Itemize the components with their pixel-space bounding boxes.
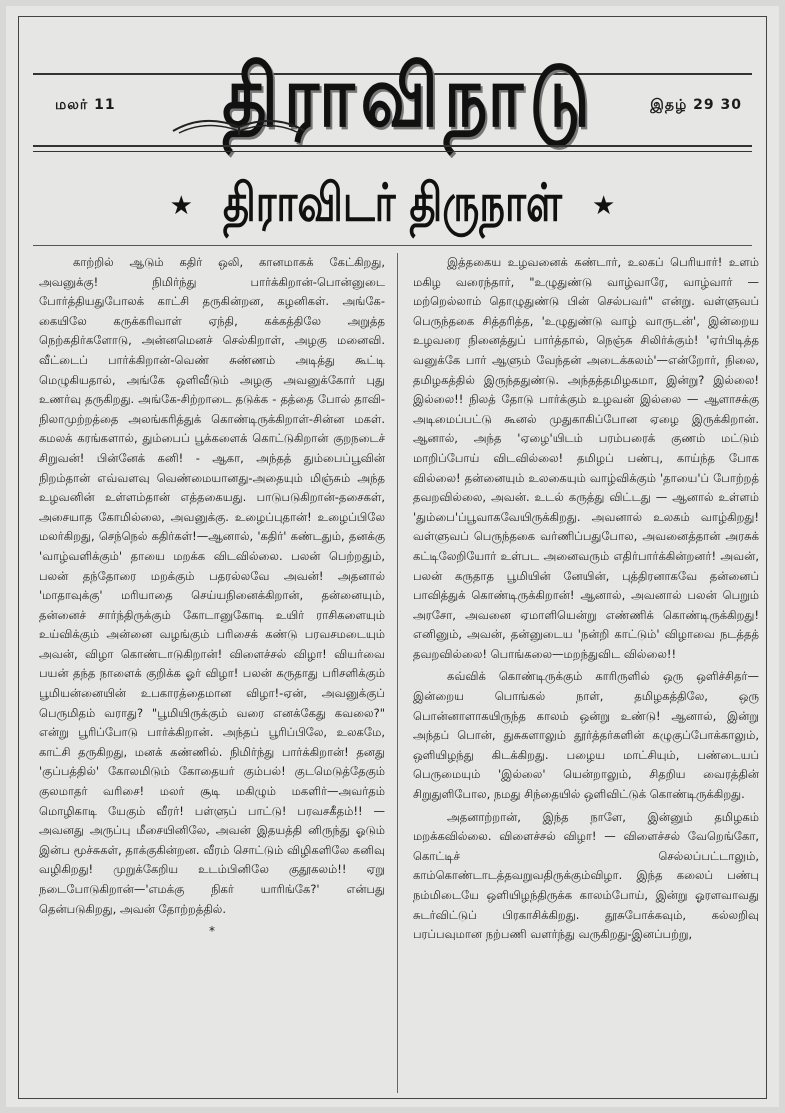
right-column [413,253,759,948]
newspaper-logo [179,47,639,157]
article-body [39,253,759,1093]
newspaper-page [6,6,779,1107]
end-mark: * [209,924,215,939]
logo-text: திராவிநாடு [222,46,596,147]
paragraph: கவ்விக் கொண்டிருக்கும் காரிருளில் ஒரு ஒளிச்சிதர்—இன்றைய பொங்கல் நாள், தமிழகத்திலே, ஒரு பொன்னாளாகயிருந்த காலம் ஒன்று உண்டு! ஆனால், இன்று அந்தப் பொன், துசுகளாலும் தூர்த்தர்களின் கழுகுப்போக்காலும், ஒளியிழந்து கிடக்கிறது. பழைய மாட்சியும், பண்டையப் பெருமையும் 'இல்லை' யென்றாலும், சிதறிய வைரத்தின் சிறுதுளிபோல, நமது சிந்தையில் ஒளிவிட்டுக் கொண்டிருக்கிறது. [413,669,759,802]
paragraph: அதனாற்றான், இந்த நாளே, இன்னும் தமிழகம் மறக்கவில்லை. விளைச்சல் விழா! — விளைச்சல் வேறெங்கோ, கொட்டிச் செல்லப்பட்டாலும், காம்கொண்டாடத்தவறுவதிருக்கும்விழா. இந்த கலைப் பண்பு நம்மிடையே ஒளியிழந்திருக்க காலம்போய், இன்று ஓரளவாவது சுடர்விட்டுப் பிரகாசிக்கிறது. தூசுபோக்கவும், கல்லறிவு பரப்பவுமான நற்பணி வளர்ந்து வருகிறது-இனப்பற்று, [413,809,759,942]
volume-label: மலர் 11 [55,97,116,113]
paragraph: காற்றில் ஆடும் கதிர் ஒலி, கானமாகக் கேட்கிறது, அவனுக்கு! நிமிர்ந்து பார்க்கிறான்-பொன்னுடை போர்த்தியதுபோலக் காட்சி தருகின்றன, கழனிகள். அங்கே-கையிலே கருக்கரிவாள் ஏந்தி, கக்கத்திலே அறுத்த நெற்கதிர்களோடு, அன்னமெனச் செல்கிறாள், அழகு மனைவி. வீட்டைப் பார்க்கிறான்-வெண் சுண்ணம் அடித்து கூட்டி மெழுகியதால், அங்கே ஒளிவீடும் அழகு அவனுக்கோர் புது உணர்வு தருகிறது. அங்கே-சிற்றாடை தடுக்க - தத்தை போல் தாவி-நிலாமுற்றத்தை அலங்கரித்துக் கொண்டிருக்கிறாள்-சின்ன மகள். கமலக் கரங்களால், தும்பைப் பூக்களைக் கொட்டுகிறான் குறநடைச் சிறுவன்! பின்னேக் கனி! - ஆகா, அந்தத் தும்பைப்பூவின் நிறம்தான் எவ்வளவு வெண்மையானது-அதையும் மிஞ்சும் அந்த உழவனின் உள்ளம்தான் எத்தகையது. பாடுபடுகிறான்-தசைகள், அசையாத கோமில்லை, அவனுக்கு. உழைப்புதான்! உழைப்பிலே மலர்கிறது, செந்நெல் கதிர்கள்!—ஆனால், 'கதிர்' கண்டதும், தனக்கு 'வாழ்வளிக்கும்' தாயை மறக்க விடவில்லை. பலன் பெற்றதும், பலன் தந்தோரை மறக்கும் பதரல்லவே அவன்! அதனால் 'மாதாவுக்கு' மரியாதை செய்யநினைக்கிறான், தன்னையும், தன்னைச் சார்ந்திருக்கும் கோடானுகோடி உயிர் ராசிகளையும் உய்விக்கும் அன்னை வழங்கும் பரிசைக் கண்டு பரவசமடையும் அவன், விழா கொண்டாடுகிறான்! விளைச்சல் விழா! வியர்வை பயன் தந்த நாளைக் குறிக்க ஓர் விழா! பலன் கருதாது பரிசளிக்கும் பூமியன்னையின் உபகாரத்தைமான விழா!-ஏன், அவனுக்குப் பெருமிதம் வராது? "பூமியிருக்கும் வரை எனக்கேது கவலை?" என்று பூரிப்போடு பார்க்கிறான். அந்தப் பூரிப்பிலே, உலகமே, காட்சி தருகிறது, மனக் கண்ணில். நிமிர்ந்து பார்க்கிறான்! தனது 'குப்பத்தில்' கோலமிடும் கோதையர் கும்பல்! குடமெடுத்தேகும் குலமாதர் வரிசை! மலர் சூடி மகிழும் மகளிர்—அவர்தம் மொழிகாடி யேகும் வீரர்! பள்ளுப் பாட்டு! பரவசகீதம்!! — அவனது அருப்பு மீசையினிலே, அவன் இதயத்தி னிருந்து ஓடும் இன்ப மூச்சுகள், தாக்குகின்றன. வீரம் சொட்டும் விழிகளிலே கனிவு வழிகிறது! முறுக்கேறிய உடம்பினிலே குதூகலம்!! ஏறு நடைபோடுகிறான்—'எமக்கு நிகர் யாரிங்கே?' என்பது தென்படுகிறது, அவன் தோற்றத்தில். [39,255,385,916]
issue-label: இதழ் 29 30 [650,97,742,113]
masthead [19,17,766,165]
paragraph: இத்தகைய உழவனைக் கண்டார், உலகப் பெரியார்! உளம் மகிழ வரைந்தார், "உழுதுண்டு வாழ்வாரே, வாழ்வார் — மற்றெல்லாம் தொழுதுண்டு பின் செல்பவர்" என்று. வள்ளுவப் பெருந்தகை சித்தரித்த, 'உழுதுண்டு வாழ் வாருடன்', இன்றைய உழவரை நினைத்துப் பார்த்தால், நெஞ்சு சிலிர்க்கும்! 'ஏர்பிடித்த வனுக்கே பார் ஆளும் வேந்தன் அடைக்கலம்'—என்றோர், நிலை, தமிழகத்தில் இருந்ததுண்டு. அந்தத்தமிழகமா, இன்று? இல்லை! இல்லை!! நிலத் தோடு பார்க்கும் உழவன் இல்லை — ஆளாசக்கு அடிமைப்பட்டு கூனல் முதுகாகிப்போன ஏழை இருக்கிறான். ஆனால், அந்த 'ஏழை'யிடம் பரம்பரைக் குணம் மட்டும் மாறிப்போய் விடவில்லை! தமிழப் பண்பு, காய்ந்த போக வில்லை! தன்னையும் உலகையும் வாழ்விக்கும் 'தாயை'ப் போற்றத் தவறவில்லை, அவன். உடல் கருத்து விட்டது — ஆனால் உள்ளம் 'தும்பை'ப்பூவாகவேயிருக்கிறது. அவனால் உலகம் வாழ்கிறது! வள்ளுவப் பெருந்தகை வர்ணிப்பதுபோல, அவனைத்தான் அரசுக் கட்டிலேறியோர் உள்பட அனைவரும் எதிர்பார்க்கின்றனர்! அவன், பலன் கருதாத பூமியின் னேயின், புத்திரனாகவே தன்னைப் பாவித்துக் கொண்டிருக்கிறான்! ஆனால், அவனால் பலன் பெறும் அரசோ, அவனை ஏமாளியென்று எண்ணிக் கொண்டிருக்கிறது! எனினும், அவன், தன்னுடைய 'நன்றி காட்டும்' விழாவை நடத்தத் தவறவில்லை! பொங்கலை—மறந்துவிட வில்லை!! [413,255,759,661]
article-title: திராவிடர் திருநாள் [222,172,562,234]
star-icon-right: ★ [592,191,616,221]
masthead-rule-bottom [33,145,752,147]
masthead-rule-bottom-thin [33,151,752,152]
page-border [18,16,767,1099]
title-rule [33,245,752,246]
left-column [39,253,385,942]
star-icon-left: ★ [169,191,193,221]
column-divider [397,253,398,1093]
open-book-icon [169,109,309,135]
article-title-band [19,167,766,245]
